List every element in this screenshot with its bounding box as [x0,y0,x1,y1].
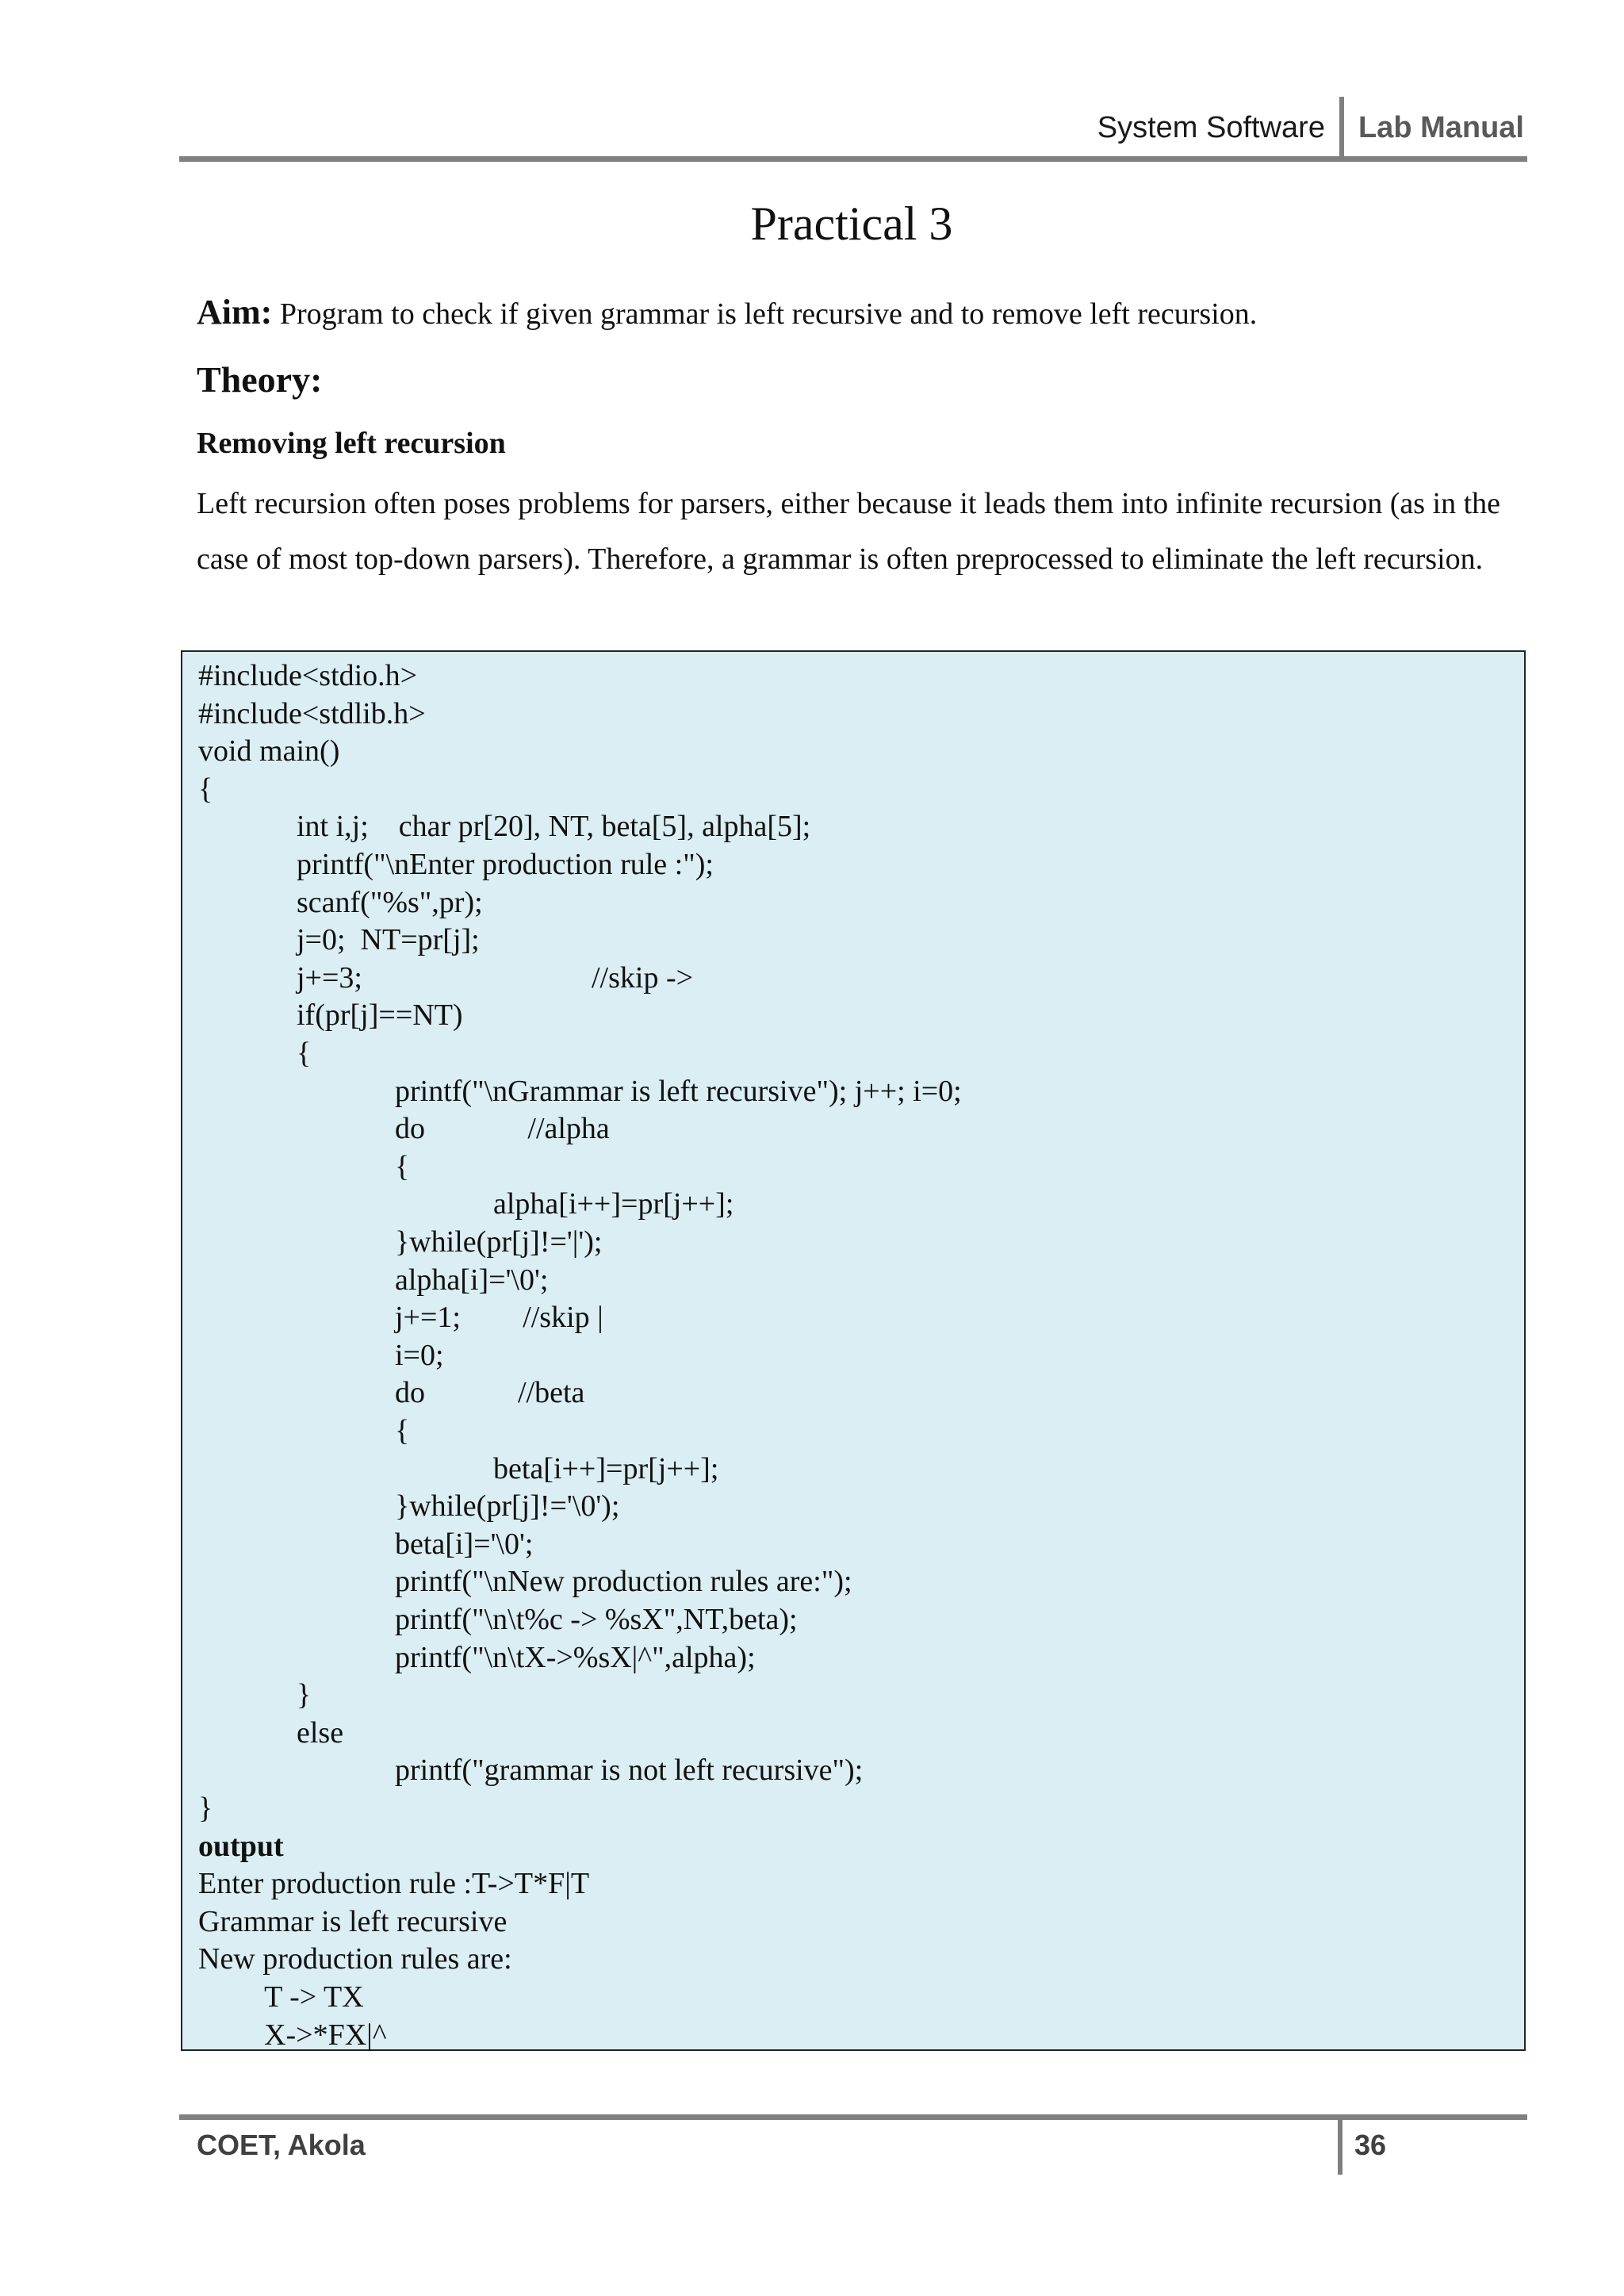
theory-subheading: Removing left recursion [197,427,506,460]
code-text: T -> TX [264,1980,364,2014]
code-line [198,657,417,695]
code-line [297,1034,311,1072]
code-text: { [395,1149,410,1183]
code-line [395,1072,962,1110]
code-line [297,807,810,845]
code-line [297,1714,343,1752]
code-line [198,695,426,733]
code-line [198,1940,512,1978]
code-comment: //skip | [523,1301,603,1335]
aim-line [197,292,1257,332]
code-text: do [395,1112,425,1146]
code-line [493,1185,733,1223]
code-text: void main() [198,734,340,769]
code-comment: //alpha [527,1112,610,1146]
code-line [395,1639,756,1677]
code-text: } [198,1792,213,1825]
code-text: beta[i++]=pr[j++]; [493,1451,719,1485]
code-text: } [297,1678,312,1712]
header-subject: System Software [1097,110,1325,144]
code-line [395,1562,852,1600]
code-text: New production rules are: [198,1942,512,1976]
code-line [198,770,213,808]
code-text: j+=3; [297,960,362,995]
code-text: }while(pr[j]!='\0'); [395,1489,620,1524]
code-text: printf("\nGrammar is left recursive"); j++; i=0; [395,1074,962,1108]
code-line [198,1903,507,1941]
code-line [395,1374,425,1412]
header-rule [179,156,1527,162]
code-text: beta[i]='\0'; [395,1527,534,1561]
code-line [395,1223,602,1261]
code-text: Enter production rule :T->T*F|T [198,1867,590,1901]
code-line [297,996,463,1034]
page-title: Practical 3 [750,197,953,250]
header-text [1097,103,1524,152]
theory-heading: Theory: [197,359,323,400]
code-line [395,1336,444,1374]
code-text: if(pr[j]==NT) [297,999,463,1033]
code-line [395,1110,425,1148]
footer-rule [179,2114,1527,2120]
code-line [395,1298,461,1336]
code-line [198,732,339,770]
code-line [395,1487,619,1525]
code-text: int i,j; char pr[20], NT, beta[5], alpha[5]; [297,810,811,844]
footer-college: COET, Akola [197,2129,366,2161]
code-line [395,1261,548,1299]
header-divider [1339,97,1344,159]
code-text: j+=1; [395,1301,461,1335]
code-line [297,959,362,997]
code-text: printf("grammar is not left recursive"); [395,1754,864,1788]
code-text: scanf("%s",pr); [297,885,483,919]
code-block [181,650,1526,2051]
code-line [395,1148,409,1186]
code-line [395,1412,409,1450]
page-number: 36 [1354,2129,1387,2161]
code-line [198,1789,213,1827]
code-line [198,1865,589,1903]
code-text: output [198,1829,284,1863]
header-manual: Lab Manual [1358,110,1524,144]
code-text: X->*FX|^ [264,2018,387,2052]
code-text: #include<stdlib.h> [198,696,426,730]
code-text: i=0; [395,1338,444,1372]
code-line [297,1676,311,1714]
code-comment: //beta [518,1376,585,1410]
output-heading [198,1827,284,1865]
theory-paragraph: Left recursion often poses problems for parsers, either because it leads them into infinite recursion (as in the case of most top-down parsers). Therefore, a grammar is often preprocessed to eliminate the left recursion. [197,487,1501,576]
code-text: printf("\nNew production rules are:"); [395,1565,852,1599]
code-line [297,845,714,884]
code-text: else [297,1715,344,1750]
code-line [297,884,483,922]
code-line [395,1600,798,1639]
code-line [264,1978,364,2016]
code-line [395,1751,863,1789]
aim-text: Program to check if given grammar is left recursive and to remove left recursion. [272,297,1258,331]
code-text: alpha[i++]=pr[j++]; [493,1187,734,1221]
code-line [493,1450,718,1488]
aim-label: Aim: [197,293,273,332]
code-line [395,1525,533,1563]
code-text: { [395,1414,410,1447]
footer-divider [1338,2119,1342,2175]
code-text: printf("\n\tX->%sX|^",alpha); [395,1640,756,1674]
code-text: }while(pr[j]!='|'); [395,1225,603,1259]
code-text: printf("\nEnter production rule :"); [297,848,714,881]
code-line [297,921,480,959]
code-text: alpha[i]='\0'; [395,1263,549,1297]
code-text: printf("\n\t%c -> %sX",NT,beta); [395,1603,798,1636]
code-text: j=0; NT=pr[j]; [297,923,480,957]
code-line [264,2016,387,2054]
code-text: do [395,1376,425,1410]
code-comment: //skip -> [592,960,694,995]
code-text: { [198,772,213,806]
code-text: #include<stdio.h> [198,659,418,692]
code-text: Grammar is left recursive [198,1904,508,1938]
code-text: { [297,1037,312,1070]
